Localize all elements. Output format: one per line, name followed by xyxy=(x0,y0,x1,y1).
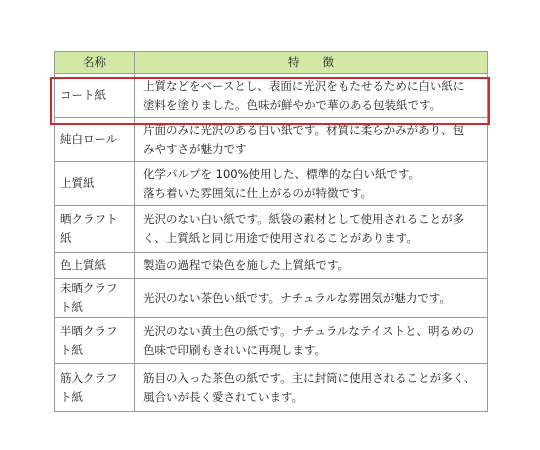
row-name: 純白ロール xyxy=(55,118,135,162)
table-row xyxy=(55,318,488,364)
row-name: 半晒クラフト紙 xyxy=(55,318,135,364)
description-line: 筋目の入った茶色の紙です。主に封筒に使用されることが多く、 xyxy=(143,370,476,385)
row-name: コート紙 xyxy=(55,74,135,118)
table-row xyxy=(55,74,488,118)
table-row xyxy=(55,162,488,206)
description-line: みやすさが魅力です xyxy=(143,141,247,156)
row-name: 未晒クラフト紙 xyxy=(55,279,135,318)
row-name: 色上質紙 xyxy=(55,253,135,279)
paper-types-table xyxy=(54,51,488,412)
description-line: 色味で印刷もきれいに再現します。 xyxy=(143,342,327,357)
description-line: く、上質紙と同じ用途で使用されることがあります。 xyxy=(143,231,418,245)
table-row xyxy=(55,364,488,412)
description-line: 塗料を塗りました。色味が鮮やかで華のある包装紙です。 xyxy=(143,97,442,112)
description-line: 上質などをベースとし、表面に光沢をもたせるために白い紙に xyxy=(143,78,465,93)
row-description xyxy=(135,318,488,364)
header-name: 名称 xyxy=(55,52,135,74)
description-line: 風合いが長く愛されています。 xyxy=(143,389,304,404)
row-name: 上質紙 xyxy=(55,162,135,206)
description-line: 光沢のない白い紙です。紙袋の素材として使用されることが多 xyxy=(143,212,465,226)
header-features: 特 徴 xyxy=(135,52,488,74)
description-line: 製造の過程で染色を施した上質紙です。 xyxy=(143,258,350,272)
row-description xyxy=(135,279,488,318)
table-row xyxy=(55,279,488,318)
row-description xyxy=(135,206,488,253)
table-row xyxy=(55,253,488,279)
description-line: 化学パルプを 100%使用した、標準的な白い紙です。 xyxy=(143,166,421,181)
table-row xyxy=(55,206,488,253)
row-description xyxy=(135,364,488,412)
table-row xyxy=(55,118,488,162)
description-line: 光沢のない茶色い紙です。ナチュラルな雰囲気が魅力です。 xyxy=(143,290,451,305)
row-name: 筋入クラフト紙 xyxy=(55,364,135,412)
row-description xyxy=(135,253,488,279)
row-description xyxy=(135,74,488,118)
description-line: 落ち着いた雰囲気に仕上がるのが特徴です。 xyxy=(143,185,373,200)
row-description xyxy=(135,162,488,206)
description-line: 片面のみに光沢のある白い紙です。材質に柔らかみがあり、包 xyxy=(143,122,465,137)
row-name: 晒クラフト紙 xyxy=(55,206,135,253)
table-header-row xyxy=(55,52,488,74)
row-description xyxy=(135,118,488,162)
description-line: 光沢のない黄土色の紙です。ナチュラルなテイストと、明るめの xyxy=(143,323,474,338)
